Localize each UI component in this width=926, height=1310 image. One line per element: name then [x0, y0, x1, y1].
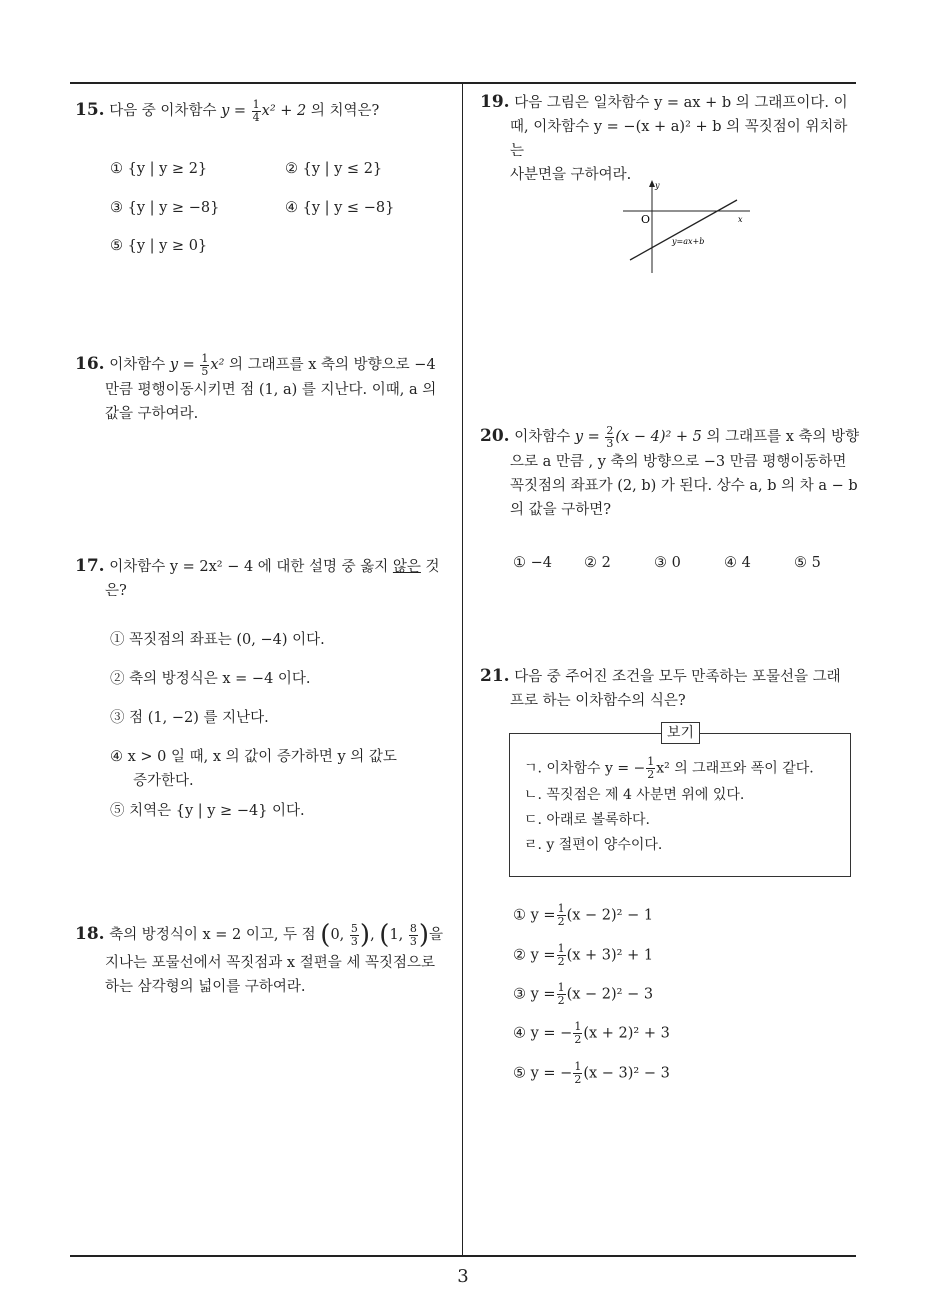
question-17	[75, 554, 460, 603]
question-number: 18.	[75, 924, 105, 944]
question-text: 꼭짓점의 좌표가 (2, b) 가 된다. 상수 a, b 의 차 a − b	[510, 477, 858, 494]
column-divider	[462, 83, 463, 1256]
option-5[interactable]: ⑤ y = − $\frac{1}{2}$ (x − 3)² − 3	[513, 1060, 670, 1086]
option-2[interactable]: ② y = $\frac{1}{2}$ (x + 3)² + 1	[513, 942, 654, 968]
option-1[interactable]: ① {y | y ≥ 2}	[110, 161, 208, 177]
question-text: 이차함수	[109, 357, 166, 373]
page-number: 3	[457, 1266, 469, 1287]
question-number: 19.	[480, 92, 510, 112]
question-text: 하는 삼각형의 넓이를 구하여라.	[105, 979, 306, 995]
linear-function-graph	[615, 176, 755, 276]
option-1[interactable]: ① 꼭짓점의 좌표는 (0, −4) 이다.	[110, 632, 325, 648]
equation: x²	[210, 357, 225, 373]
option-3[interactable]: ③ 0	[654, 555, 681, 571]
option-2[interactable]: ② 축의 방정식은 x = −4 이다.	[110, 671, 311, 687]
option-3[interactable]: ③ {y | y ≥ −8}	[110, 200, 220, 216]
option-5[interactable]: ⑤ {y | y ≥ 0}	[110, 238, 208, 254]
question-16	[75, 352, 460, 426]
question-text: 만큼 평행이동시키면 점 (1, a) 를 지난다. 이때, a 의	[105, 381, 437, 398]
question-text: 의 값을 구하면?	[510, 501, 612, 518]
question-number: 21.	[480, 666, 510, 686]
conditions-box-title: 보기	[661, 722, 700, 744]
condition-2: ㄴ. 꼭짓점은 제 4 사분면 위에 있다.	[524, 787, 745, 803]
equation: (x − 4)² + 5	[615, 429, 702, 445]
question-text: 사분면을 구하여라.	[510, 167, 632, 183]
question-18: 18. 축의 방정식이 x = 2 이고, 두 점 (0, $\frac{5}{3}$ ), (1, $\frac{8}{3}$ )을 지나는 포물선에서 꼭짓점과 x 절편을 세 꼭짓점으로 하는 삼각형의 넓이를 구하여라.	[75, 918, 460, 999]
graph-line	[630, 200, 737, 260]
question-20	[480, 424, 865, 522]
question-text: 때, 이차함수 y = −(x + a)² + b 의 꼭짓점이 위치하는	[510, 119, 848, 159]
fraction: $\frac{1}{2}$	[557, 942, 565, 968]
question-text: 의 치역은?	[310, 103, 380, 119]
option-2[interactable]: ② 2	[584, 555, 611, 571]
question-text: 다음 중 이차함수	[109, 103, 217, 119]
option-5[interactable]: ⑤ 치역은 {y | y ≥ −4} 이다.	[110, 803, 305, 819]
fraction: $\frac{1}{2}$	[574, 1060, 582, 1086]
question-text: 축의 방정식이 x = 2 이고, 두 점	[109, 927, 316, 943]
question-number: 20.	[480, 426, 510, 446]
question-text: 이차함수	[514, 429, 571, 445]
question-number: 16.	[75, 354, 105, 374]
equation: y =	[169, 357, 195, 373]
option-5[interactable]: ⑤ 5	[794, 555, 821, 571]
fraction: $\frac{5}{3}$	[350, 921, 358, 948]
fraction: $\frac{1}{2}$	[557, 902, 565, 928]
equation: x² + 2	[261, 103, 307, 119]
x-axis-label: x	[738, 215, 743, 224]
question-text: 의 그래프를 x 축의 방향으로 −4	[229, 357, 436, 373]
condition-3: ㄷ. 아래로 볼록하다.	[524, 812, 650, 828]
question-text: 지나는 포물선에서 꼭짓점과 x 절편을 세 꼭짓점으로	[105, 955, 435, 971]
fraction: $\frac{1}{5}$	[201, 351, 209, 378]
conditions-box	[509, 725, 851, 877]
option-4[interactable]: ④ x > 0 일 때, x 의 값이 증가하면 y 의 값도	[110, 749, 397, 765]
option-4[interactable]: ④ 4	[724, 555, 751, 571]
question-text: 프로 하는 이차함수의 식은?	[510, 693, 686, 709]
point-coordinate: 0,	[330, 927, 345, 943]
option-1[interactable]: ① y = $\frac{1}{2}$ (x − 2)² − 1	[513, 902, 654, 928]
condition-4: ㄹ. y 절편이 양수이다.	[524, 837, 663, 853]
question-text: 것	[425, 559, 440, 575]
bottom-rule	[70, 1255, 856, 1257]
question-text: 이차함수 y = 2x² − 4 에 대한 설명 중 옳지	[109, 559, 389, 575]
point-coordinate: 1,	[389, 927, 404, 943]
fraction: $\frac{8}{3}$	[409, 921, 417, 948]
question-number: 17.	[75, 556, 105, 576]
option-2[interactable]: ② {y | y ≤ 2}	[285, 161, 383, 177]
option-1[interactable]: ① −4	[513, 555, 552, 571]
origin-label: O	[641, 213, 651, 226]
question-15	[75, 98, 455, 124]
fraction: $\frac{1}{2}$	[647, 755, 655, 781]
line-label: y=ax+b	[672, 237, 705, 246]
condition-1: ㄱ. 이차함수 y = − $\frac{1}{2}$ x² 의 그래프와 폭이 같다.	[524, 755, 814, 781]
fraction: $\frac{1}{4}$	[252, 97, 260, 124]
fraction: $\frac{1}{2}$	[557, 981, 565, 1007]
question-text: 을	[429, 927, 444, 943]
fraction: $\frac{1}{2}$	[574, 1020, 582, 1046]
equation: y =	[574, 429, 600, 445]
underlined-text: 않은	[392, 559, 421, 575]
question-text: 의 그래프를 x 축의 방향	[706, 429, 860, 445]
y-axis-label: y	[655, 181, 660, 190]
question-text: 다음 그림은 일차함수 y = ax + b 의 그래프이다. 이	[514, 95, 848, 111]
option-3[interactable]: ③ 점 (1, −2) 를 지난다.	[110, 710, 269, 726]
question-number: 15.	[75, 100, 105, 120]
fraction: $\frac{2}{3}$	[606, 423, 614, 450]
question-text: 값을 구하여라.	[105, 405, 199, 422]
question-19	[480, 90, 860, 187]
question-text: 은?	[105, 583, 127, 599]
question-text: 으로 a 만큼 , y 축의 방향으로 −3 만큼 평행이동하면	[510, 453, 847, 470]
equation: y =	[221, 103, 247, 119]
option-4-continued: 증가한다.	[133, 773, 194, 789]
question-text: 다음 중 주어진 조건을 모두 만족하는 포물선을 그래	[514, 669, 841, 685]
top-rule	[70, 82, 856, 84]
option-3[interactable]: ③ y = $\frac{1}{2}$ (x − 2)² − 3	[513, 981, 654, 1007]
option-4[interactable]: ④ y = − $\frac{1}{2}$ (x + 2)² + 3	[513, 1020, 670, 1046]
option-4[interactable]: ④ {y | y ≤ −8}	[285, 200, 395, 216]
question-21	[480, 664, 865, 713]
